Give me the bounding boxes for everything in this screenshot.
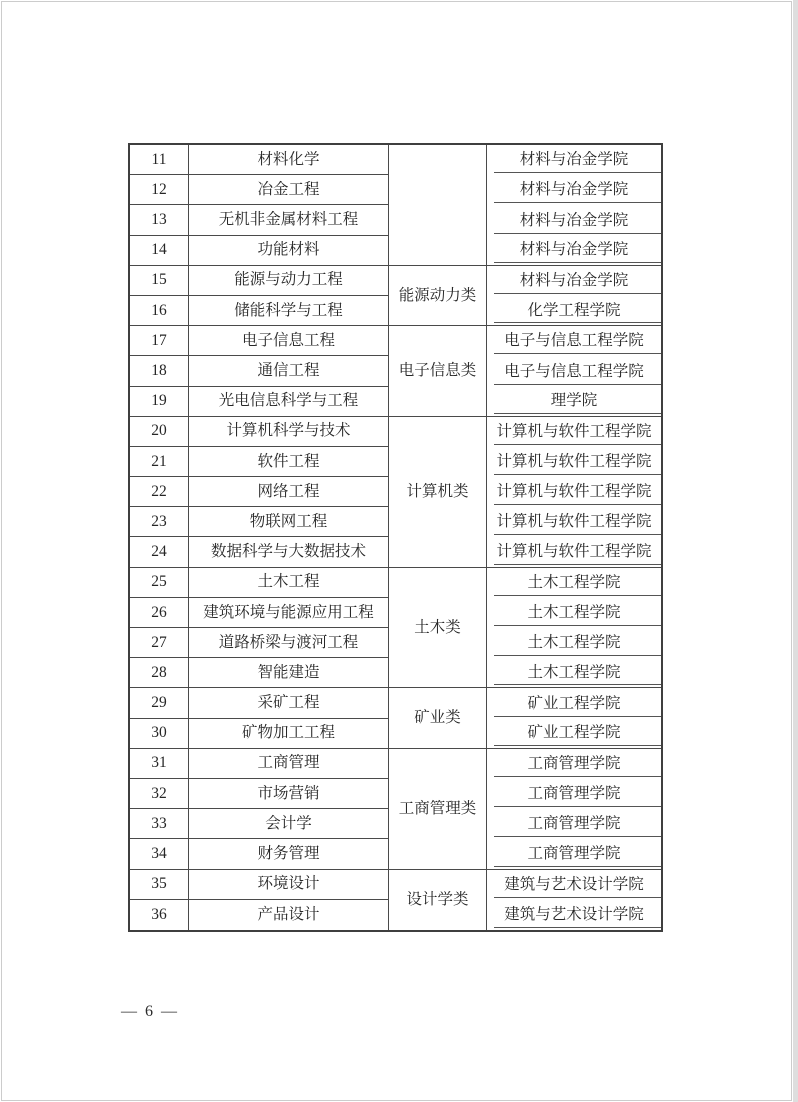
major-name-cell: 光电信息科学与工程 — [189, 387, 389, 417]
college-name-cell: 计算机与软件工程学院 — [487, 507, 661, 537]
row-number-cell: 21 — [130, 447, 189, 477]
row-number-cell: 20 — [130, 417, 189, 447]
row-number-cell: 14 — [130, 236, 189, 266]
college-name-cell: 工商管理学院 — [487, 749, 661, 779]
major-name-cell: 功能材料 — [189, 236, 389, 266]
major-name-cell: 道路桥梁与渡河工程 — [189, 628, 389, 658]
majors-table-body — [130, 145, 661, 930]
row-number-cell: 23 — [130, 507, 189, 537]
table-row — [130, 417, 661, 447]
table-row — [130, 870, 661, 900]
category-cell: 土木类 — [389, 568, 487, 689]
page-number: — 6 — — [121, 1003, 179, 1020]
category-cell — [389, 145, 487, 266]
row-number-cell: 27 — [130, 628, 189, 658]
row-number-cell: 31 — [130, 749, 189, 779]
major-name-cell: 土木工程 — [189, 568, 389, 598]
college-name-cell: 土木工程学院 — [487, 598, 661, 628]
table-row — [130, 326, 661, 356]
row-number-cell: 26 — [130, 598, 189, 628]
row-number-cell: 18 — [130, 356, 189, 386]
college-name-cell: 材料与冶金学院 — [487, 266, 661, 296]
college-name-cell: 计算机与软件工程学院 — [487, 447, 661, 477]
college-name-cell: 材料与冶金学院 — [487, 175, 661, 205]
college-name-cell: 建筑与艺术设计学院 — [487, 870, 661, 900]
category-cell: 能源动力类 — [389, 266, 487, 326]
page-edge-band — [793, 0, 798, 1102]
row-number-cell: 17 — [130, 326, 189, 356]
college-name-cell: 化学工程学院 — [487, 296, 661, 326]
college-name-cell: 材料与冶金学院 — [487, 236, 661, 266]
major-name-cell: 电子信息工程 — [189, 326, 389, 356]
row-number-cell: 28 — [130, 658, 189, 688]
row-number-cell: 30 — [130, 719, 189, 749]
category-cell: 电子信息类 — [389, 326, 487, 417]
college-name-cell: 材料与冶金学院 — [487, 205, 661, 235]
college-name-cell: 土木工程学院 — [487, 628, 661, 658]
table-row — [130, 568, 661, 598]
category-cell: 设计学类 — [389, 870, 487, 930]
college-name-cell: 计算机与软件工程学院 — [487, 477, 661, 507]
college-name-cell: 电子与信息工程学院 — [487, 356, 661, 386]
row-number-cell: 29 — [130, 688, 189, 718]
row-number-cell: 11 — [130, 145, 189, 175]
majors-table — [128, 143, 663, 932]
row-number-cell: 34 — [130, 839, 189, 869]
major-name-cell: 环境设计 — [189, 870, 389, 900]
table-row — [130, 266, 661, 296]
college-name-cell: 材料与冶金学院 — [487, 145, 661, 175]
major-name-cell: 能源与动力工程 — [189, 266, 389, 296]
major-name-cell: 数据科学与大数据技术 — [189, 537, 389, 567]
table-row — [130, 749, 661, 779]
row-number-cell: 22 — [130, 477, 189, 507]
row-number-cell: 19 — [130, 387, 189, 417]
college-name-cell: 工商管理学院 — [487, 809, 661, 839]
major-name-cell: 通信工程 — [189, 356, 389, 386]
college-name-cell: 理学院 — [487, 387, 661, 417]
college-name-cell: 计算机与软件工程学院 — [487, 417, 661, 447]
row-number-cell: 15 — [130, 266, 189, 296]
major-name-cell: 计算机科学与技术 — [189, 417, 389, 447]
row-number-cell: 32 — [130, 779, 189, 809]
college-name-cell: 土木工程学院 — [487, 658, 661, 688]
major-name-cell: 无机非金属材料工程 — [189, 205, 389, 235]
college-name-cell: 工商管理学院 — [487, 779, 661, 809]
major-name-cell: 产品设计 — [189, 900, 389, 930]
major-name-cell: 网络工程 — [189, 477, 389, 507]
major-name-cell: 软件工程 — [189, 447, 389, 477]
table-row — [130, 145, 661, 175]
major-name-cell: 建筑环境与能源应用工程 — [189, 598, 389, 628]
row-number-cell: 13 — [130, 205, 189, 235]
major-name-cell: 物联网工程 — [189, 507, 389, 537]
college-name-cell: 建筑与艺术设计学院 — [487, 900, 661, 930]
college-name-cell: 工商管理学院 — [487, 839, 661, 869]
major-name-cell: 市场营销 — [189, 779, 389, 809]
major-name-cell: 财务管理 — [189, 839, 389, 869]
college-name-cell: 土木工程学院 — [487, 568, 661, 598]
major-name-cell: 冶金工程 — [189, 175, 389, 205]
row-number-cell: 35 — [130, 870, 189, 900]
category-cell: 计算机类 — [389, 417, 487, 568]
college-name-cell: 计算机与软件工程学院 — [487, 537, 661, 567]
major-name-cell: 采矿工程 — [189, 688, 389, 718]
row-number-cell: 12 — [130, 175, 189, 205]
college-name-cell: 电子与信息工程学院 — [487, 326, 661, 356]
row-number-cell: 24 — [130, 537, 189, 567]
category-cell: 工商管理类 — [389, 749, 487, 870]
row-number-cell: 36 — [130, 900, 189, 930]
major-name-cell: 材料化学 — [189, 145, 389, 175]
row-number-cell: 33 — [130, 809, 189, 839]
row-number-cell: 16 — [130, 296, 189, 326]
major-name-cell: 智能建造 — [189, 658, 389, 688]
major-name-cell: 矿物加工工程 — [189, 719, 389, 749]
college-name-cell: 矿业工程学院 — [487, 719, 661, 749]
category-cell: 矿业类 — [389, 688, 487, 748]
major-name-cell: 工商管理 — [189, 749, 389, 779]
row-number-cell: 25 — [130, 568, 189, 598]
college-name-cell: 矿业工程学院 — [487, 688, 661, 718]
major-name-cell: 储能科学与工程 — [189, 296, 389, 326]
major-name-cell: 会计学 — [189, 809, 389, 839]
table-row — [130, 688, 661, 718]
